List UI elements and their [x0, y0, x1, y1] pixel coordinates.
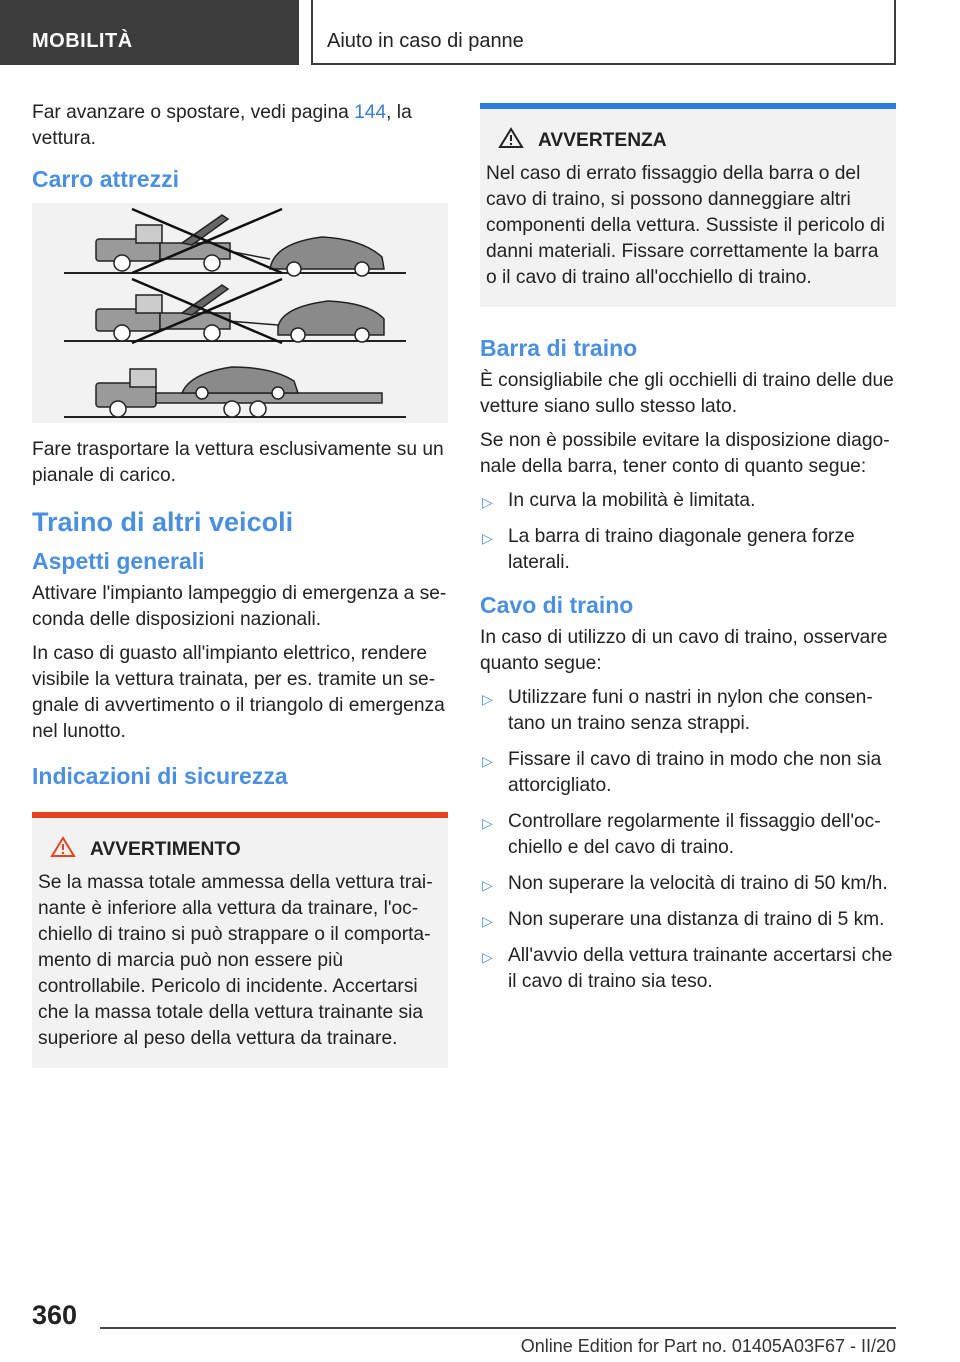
list-item: ▷ La barra di traino diagonale genera forze laterali.	[482, 526, 855, 573]
heading-traino: Traino di altri veicoli	[32, 507, 294, 537]
flatbed-truck	[96, 367, 382, 417]
header-section-title: MOBILITÀ	[32, 30, 133, 52]
bullet-triangle-icon: ▷	[482, 877, 493, 893]
heading-cavo-traino: Cavo di traino	[480, 592, 634, 618]
cavo-paragraph: In caso di utilizzo di un cavo di traino, osservare quanto segue:	[480, 627, 888, 674]
list-item: ▷ All'avvio della vettura trainante accertarsi che il cavo di traino sia teso.	[482, 945, 893, 992]
page-link[interactable]: 144	[354, 102, 387, 123]
bullet-triangle-icon: ▷	[482, 815, 493, 831]
warning-triangle-icon	[50, 836, 76, 864]
header-section-tab	[0, 0, 299, 65]
list-item: ▷ Fissare il cavo di traino in modo che non sia attorcigliato.	[482, 749, 882, 796]
header-chapter-tab	[311, 0, 896, 65]
aspetti-paragraph-1: Attivare l'impianto lampeggio di emergenza a seconda delle disposizioni nazionali.	[32, 583, 447, 630]
warning-box	[32, 812, 448, 1068]
figure-caption: Fare trasportare la vettura esclusivamente su un pianale di carico.	[32, 439, 444, 486]
aspetti-paragraph-2: In caso di guasto all'impianto elettrico, rendere visibile la vettura trainata, per es. tramite un segnale di avvertimento o il triangolo di emergenza nel lunotto.	[32, 643, 445, 742]
barra-paragraph-1: È consigliabile che gli occhielli di traino delle due vetture siano sullo stesso lato.	[480, 370, 894, 417]
heading-aspetti-generali: Aspetti generali	[32, 548, 205, 574]
caution-title: AVVERTENZA	[538, 130, 667, 151]
list-item: ▷ Controllare regolarmente il fissaggio dell'occhiello e del cavo di traino.	[482, 811, 881, 858]
tow-truck-row-2	[96, 285, 384, 342]
bullet-triangle-icon: ▷	[482, 530, 493, 546]
tow-truck-illustration	[32, 203, 448, 423]
warning-header	[50, 836, 440, 864]
caution-triangle-icon	[498, 127, 524, 155]
caution-header	[498, 127, 888, 155]
footer-edition: Online Edition for Part no. 01405A03F67 - II/20	[520, 1336, 896, 1356]
right-column	[480, 103, 896, 1005]
page-number: 360	[32, 1300, 78, 1330]
list-item: ▷ Utilizzare funi o nastri in nylon che consentano un traino senza strappi.	[482, 687, 873, 734]
bullet-triangle-icon: ▷	[482, 494, 493, 510]
bullet-triangle-icon: ▷	[482, 753, 493, 769]
heading-indicazioni-sicurezza: Indicazioni di sicurezza	[32, 763, 288, 789]
caution-text: Nel caso di errato fissaggio della barra o del cavo di traino, si possono danneggiare altri componenti della vettura. Sussiste il pericolo di danni materiali. Fissare correttamente la barra o il cavo di traino all'occhiello di traino.	[486, 163, 885, 288]
list-item: ▷ Non superare una distanza di traino di 5 km.	[480, 907, 896, 933]
list-item: ▷ In curva la mobilità è limitata.	[480, 488, 896, 514]
tow-truck-row-1	[96, 215, 384, 276]
heading-barra-traino: Barra di traino	[480, 335, 638, 361]
barra-list	[480, 488, 896, 576]
caution-box	[480, 103, 896, 307]
cavo-list	[480, 685, 896, 995]
header-chapter-title: Aiuto in caso di panne	[327, 30, 524, 52]
warning-text: Se la massa totale ammessa della vettura trainante è inferiore alla vettura da trainare, l'occhiello di traino si può strappare o il comportamento di marcia può non essere più controllabile. Pericolo di incidente. Accertarsi che la massa totale della vettura trainante sia superiore al peso della vettura da trainare.	[38, 872, 433, 1049]
bullet-triangle-icon: ▷	[482, 691, 493, 707]
list-item: ▷ Non superare la velocità di traino di 50 km/h.	[480, 871, 896, 897]
barra-paragraph-2: Se non è possibile evitare la disposizione diagonale della barra, tener conto di quanto segue:	[480, 430, 890, 477]
bullet-triangle-icon: ▷	[482, 949, 493, 965]
left-column	[32, 100, 448, 1082]
warning-title: AVVERTIMENTO	[90, 839, 241, 860]
bullet-triangle-icon: ▷	[482, 913, 493, 929]
footer-divider	[100, 1327, 896, 1329]
heading-carro-attrezzi: Carro attrezzi	[32, 166, 179, 192]
intro-paragraph: Far avanzare o spostare, vedi pagina 144, la vettura.	[32, 102, 412, 149]
